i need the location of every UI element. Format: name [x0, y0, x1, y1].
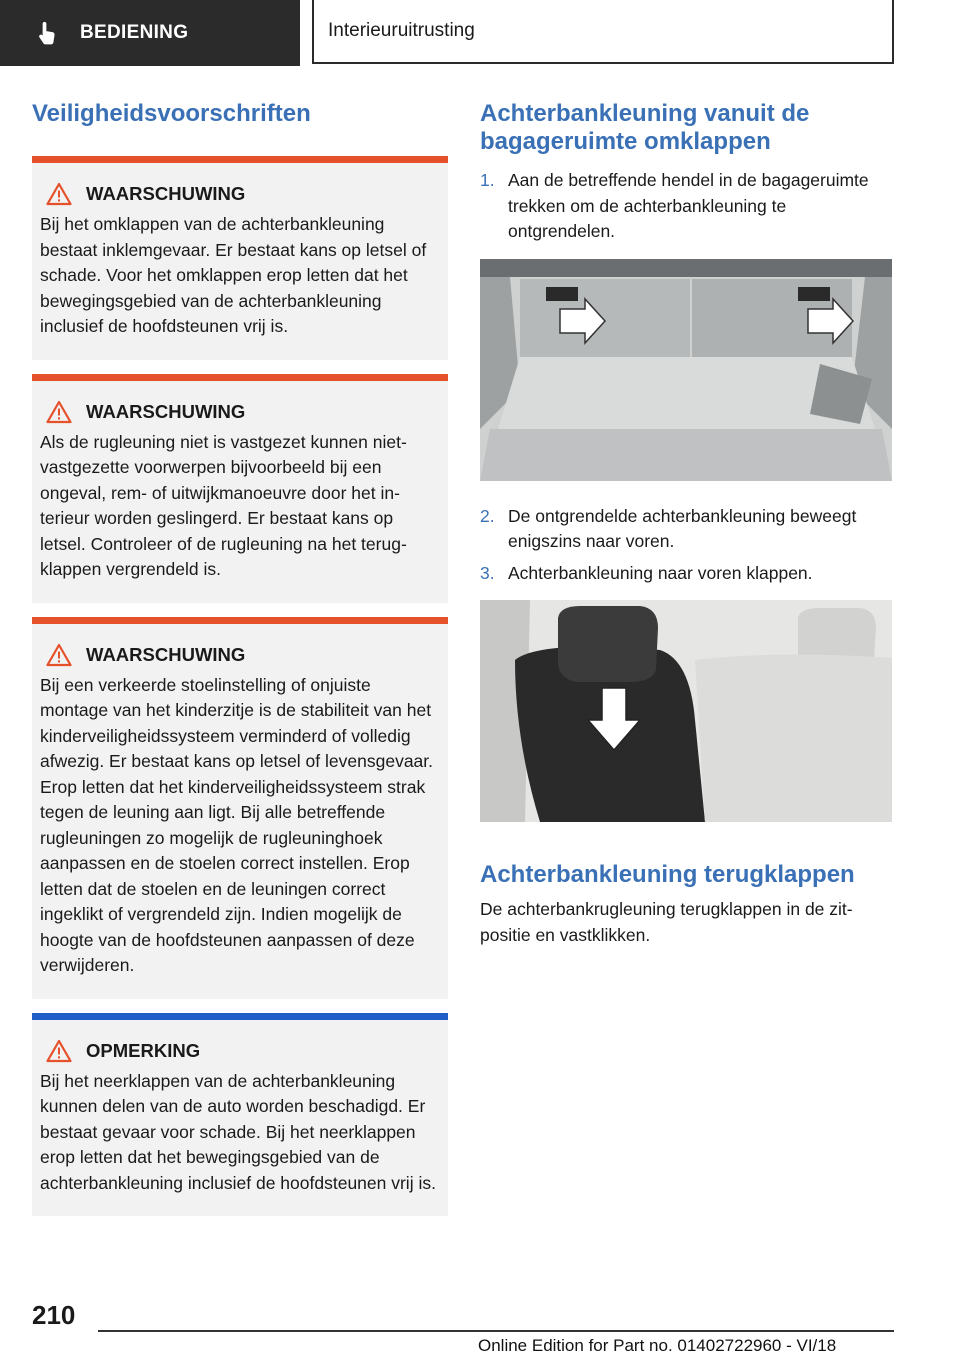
- warning-triangle-icon: [46, 643, 72, 667]
- warning-triangle-icon: [46, 1039, 72, 1063]
- warning-label: WAARSCHUWING: [86, 643, 246, 665]
- note-box: [32, 1013, 448, 1217]
- step-text: Achterbankleuning naar voren klappen.: [508, 562, 813, 583]
- warning-box-1: [32, 156, 448, 360]
- chapter-label: Interieuruitrusting: [328, 20, 475, 41]
- warning-triangle-icon: [46, 182, 72, 206]
- warning-bar: [32, 617, 448, 624]
- note-bar: [32, 1013, 448, 1020]
- footer-edition: Online Edition for Part no. 01402722960 - VI/18: [478, 1336, 837, 1355]
- step-item: [480, 168, 892, 245]
- warning-bar: [32, 374, 448, 381]
- seat-image: [480, 600, 892, 822]
- warning-text: Bij een verkeerde stoelinstelling of onjuiste montage van het kinderzitje is de stabiliteit van het kinderveiligheidssysteem verminderd of volledig afwezig. Er bestaat kans op letsel of levensgevaar. Erop letten dat het kinderveiligheidssysteem strak tegen de leuning aan ligt. Bij alle betreffende rugleuningen zo mogelijk de rugleuninghoek aanpassen en de stoelen correct instellen. Erop letten dat de stoelen en de leuningen correct ingeklikt of vergrendeld zijn. Indien mogelijk de hoogte van de hoofdsteunen aanpassen of deze verwijderen.: [40, 674, 434, 975]
- step-number: 2.: [480, 505, 495, 526]
- right-column: [480, 100, 892, 948]
- fold-back-text: De achterbankrugleuning terugklappen in de zitpositie en vastklikken.: [480, 899, 853, 945]
- fold-back-title: Achterbankleuning terugklappen: [480, 861, 855, 888]
- hand-pointer-icon: [34, 19, 62, 47]
- steps-list-1: [480, 168, 892, 245]
- step-text: Aan de betreffende hendel in de bagageruimte trekken om de achterbankleuning te ontgrendelen.: [508, 170, 869, 241]
- page-header: [0, 0, 960, 66]
- left-column: [32, 100, 448, 1216]
- fold-title: Achterbankleuning vanuit de bagageruimte omklappen: [480, 100, 810, 155]
- section-label: BEDIENING: [80, 22, 189, 43]
- step-item: [480, 504, 892, 555]
- warning-text: Als de rugleuning niet is vastgezet kunnen nietvastgezette voorwerpen bijvoorbeeld bij een ongeval, rem- of uitwijkmanoeuvre door het interieur worden geslingerd. Er bestaat kans op letsel. Controleer of de rugleuning na het terugklappen vergrendeld is.: [40, 431, 407, 579]
- step-number: 1.: [480, 170, 495, 190]
- warning-box-2: [32, 374, 448, 603]
- safety-title: Veiligheidsvoorschriften: [32, 100, 311, 127]
- steps-list-2: [480, 504, 892, 587]
- footer-divider: [98, 1330, 894, 1332]
- warning-box-3: [32, 617, 448, 999]
- page-number: 210: [32, 1300, 76, 1330]
- note-text: Bij het neerklappen van de achterbankleuning kunnen delen van de auto worden beschadigd. Er bestaat gevaar voor schade. Bij het neerklappen erop letten dat het bewegingsgebied van de achterbankleuning inclusief de hoofdsteunen vrij is.: [40, 1070, 436, 1193]
- warning-bar: [32, 156, 448, 163]
- warning-triangle-icon: [46, 400, 72, 424]
- step-number: 3.: [480, 562, 495, 583]
- note-label: OPMERKING: [86, 1039, 201, 1061]
- step-item: [480, 561, 892, 587]
- warning-text: Bij het omklappen van de achterbankleuning bestaat inklemgevaar. Er bestaat kans op letsel of schade. Voor het omklappen erop letten dat het bewegingsgebied van de achterbankleuning inclusief de hoofdsteunen vrij is.: [40, 214, 427, 336]
- warning-label: WAARSCHUWING: [86, 400, 246, 422]
- step-text: De ontgrendelde achterbankleuning beweegt enigszins naar voren.: [508, 505, 857, 551]
- trunk-image: [480, 259, 892, 481]
- warning-label: WAARSCHUWING: [86, 183, 246, 204]
- section-tab[interactable]: [0, 0, 300, 66]
- chapter-tab[interactable]: [312, 0, 894, 64]
